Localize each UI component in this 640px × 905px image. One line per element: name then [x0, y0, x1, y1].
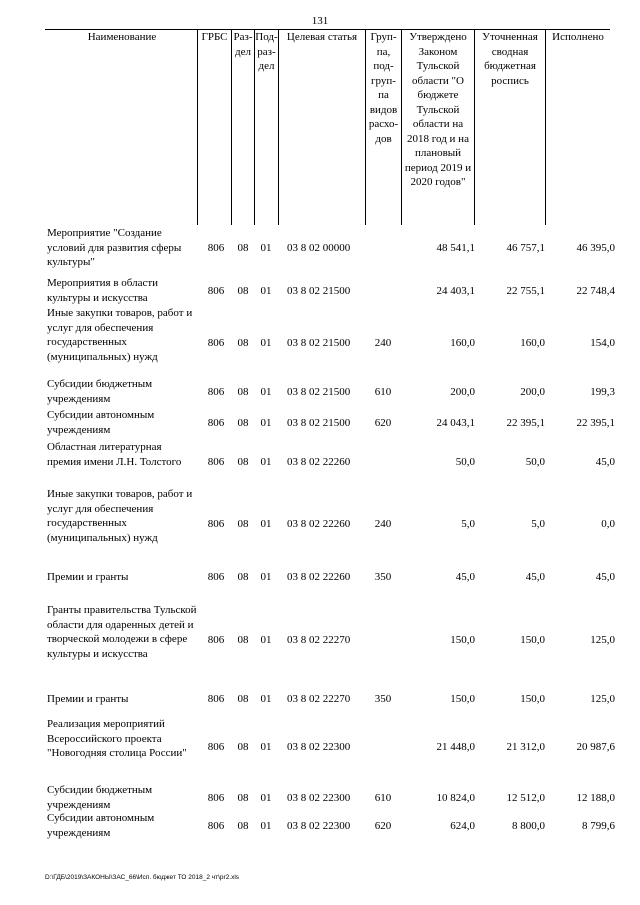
cell-v2: 5,0 [531, 518, 545, 530]
cell-rz: 08 [237, 792, 249, 804]
cell-ts: 03 8 02 21500 [287, 337, 351, 349]
col-divider [278, 29, 279, 225]
cell-v1: 45,0 [455, 571, 475, 583]
header-approved: Утверждено Законом Тульской области "О бюджете Тульской области на 2018 год и на плановый период 2019 и 2020 годов" [404, 31, 472, 188]
cell-v3: 0,0 [601, 518, 615, 530]
cell-prz: 01 [260, 792, 272, 804]
cell-v1: 24 043,1 [436, 417, 475, 429]
cell-v2: 150,0 [520, 693, 545, 705]
row-name: Реализация мероприятий Всероссийского проекта "Новогодняя столица России" [47, 718, 187, 759]
cell-v2: 8 800,0 [512, 820, 545, 832]
row-name: Иные закупки товаров, работ и услуг для обеспечения государственных (муниципальных) нужд [47, 307, 193, 363]
header-podrazdel: Под-раз-дел [255, 31, 278, 72]
cell-grbs: 806 [207, 634, 225, 646]
col-divider [197, 29, 198, 225]
cell-ts: 03 8 02 22260 [287, 456, 351, 468]
header-executed: Исполнено [552, 31, 604, 43]
cell-ts: 03 8 02 22260 [287, 518, 351, 530]
cell-ts: 03 8 02 22300 [287, 820, 351, 832]
page-number: 131 [311, 15, 329, 27]
cell-ts: 03 8 02 22300 [287, 741, 351, 753]
row-name: Премии и гранты [47, 571, 129, 583]
cell-v1: 5,0 [461, 518, 475, 530]
cell-rz: 08 [237, 456, 249, 468]
cell-rz: 08 [237, 571, 249, 583]
cell-grbs: 806 [207, 792, 225, 804]
cell-grbs: 806 [207, 417, 225, 429]
cell-v1: 50,0 [455, 456, 475, 468]
header-razdel: Раз-дел [233, 31, 253, 58]
cell-v3: 45,0 [595, 456, 615, 468]
row-name: Иные закупки товаров, работ и услуг для обеспечения государственных (муниципальных) нужд [47, 488, 193, 544]
cell-v2: 46 757,1 [506, 242, 545, 254]
row-name: Гранты правительства Тульской области для одаренных детей и творческой молодежи в сфере культуры и искусства [47, 604, 197, 660]
cell-prz: 01 [260, 285, 272, 297]
cell-ts: 03 8 02 22270 [287, 693, 351, 705]
cell-ts: 03 8 02 21500 [287, 386, 351, 398]
cell-v1: 24 403,1 [436, 285, 475, 297]
header-grbs: ГРБС [201, 31, 228, 43]
cell-v3: 8 799,6 [582, 820, 615, 832]
cell-grbs: 806 [207, 456, 225, 468]
cell-vr: 610 [374, 792, 392, 804]
cell-ts: 03 8 02 00000 [287, 242, 351, 254]
row-name: Субсидии бюджетным учреждениям [47, 784, 153, 811]
row-name: Мероприятия в области культуры и искусства [47, 277, 159, 304]
cell-rz: 08 [237, 518, 249, 530]
row-name: Субсидии автономным учреждениям [47, 812, 155, 839]
cell-v1: 21 448,0 [436, 741, 475, 753]
cell-vr: 620 [374, 820, 392, 832]
cell-v2: 12 512,0 [506, 792, 545, 804]
cell-prz: 01 [260, 693, 272, 705]
cell-v2: 160,0 [520, 337, 545, 349]
cell-rz: 08 [237, 337, 249, 349]
row-name: Субсидии автономным учреждениям [47, 409, 155, 436]
cell-v2: 200,0 [520, 386, 545, 398]
cell-prz: 01 [260, 571, 272, 583]
cell-prz: 01 [260, 386, 272, 398]
cell-v1: 624,0 [450, 820, 475, 832]
cell-prz: 01 [260, 337, 272, 349]
cell-v3: 22 395,1 [576, 417, 615, 429]
cell-rz: 08 [237, 693, 249, 705]
row-name: Премии и гранты [47, 693, 129, 705]
cell-prz: 01 [260, 242, 272, 254]
cell-v1: 150,0 [450, 693, 475, 705]
cell-v3: 12 188,0 [576, 792, 615, 804]
cell-grbs: 806 [207, 741, 225, 753]
cell-ts: 03 8 02 22270 [287, 634, 351, 646]
header-name: Наименование [87, 31, 157, 43]
cell-rz: 08 [237, 634, 249, 646]
cell-v2: 22 755,1 [506, 285, 545, 297]
cell-rz: 08 [237, 741, 249, 753]
cell-grbs: 806 [207, 518, 225, 530]
cell-v1: 200,0 [450, 386, 475, 398]
cell-vr: 350 [374, 571, 392, 583]
row-name: Субсидии бюджетным учреждениям [47, 378, 153, 405]
cell-rz: 08 [237, 285, 249, 297]
cell-vr: 240 [374, 337, 392, 349]
cell-v2: 45,0 [525, 571, 545, 583]
header-target: Целевая статья [286, 31, 358, 43]
cell-grbs: 806 [207, 693, 225, 705]
cell-grbs: 806 [207, 386, 225, 398]
cell-grbs: 806 [207, 242, 225, 254]
cell-vr: 620 [374, 417, 392, 429]
cell-rz: 08 [237, 820, 249, 832]
cell-prz: 01 [260, 518, 272, 530]
col-divider [545, 29, 546, 225]
cell-rz: 08 [237, 417, 249, 429]
cell-grbs: 806 [207, 337, 225, 349]
cell-prz: 01 [260, 456, 272, 468]
header-vid: Груп-па, под-груп-па видов расхо-дов [368, 31, 399, 145]
cell-v1: 10 824,0 [436, 792, 475, 804]
cell-grbs: 806 [207, 285, 225, 297]
cell-grbs: 806 [207, 571, 225, 583]
cell-vr: 240 [374, 518, 392, 530]
row-name: Областная литературная премия имени Л.Н. Толстого [47, 441, 182, 468]
cell-vr: 610 [374, 386, 392, 398]
footer-path: D:\ГДБ\2019\ЗАКОНЫ\ЗАС_66\Исп. бюджет ТО 2018_2 чт\pr2.xls [45, 874, 240, 881]
cell-v1: 150,0 [450, 634, 475, 646]
cell-v3: 199,3 [590, 386, 615, 398]
cell-v3: 20 987,6 [576, 741, 615, 753]
cell-rz: 08 [237, 242, 249, 254]
cell-prz: 01 [260, 820, 272, 832]
cell-v2: 50,0 [525, 456, 545, 468]
cell-grbs: 806 [207, 820, 225, 832]
cell-v3: 46 395,0 [576, 242, 615, 254]
cell-ts: 03 8 02 22260 [287, 571, 351, 583]
cell-rz: 08 [237, 386, 249, 398]
cell-v3: 125,0 [590, 693, 615, 705]
cell-v3: 22 748,4 [576, 285, 615, 297]
cell-v2: 21 312,0 [506, 741, 545, 753]
cell-v3: 45,0 [595, 571, 615, 583]
cell-v2: 22 395,1 [506, 417, 545, 429]
col-divider [474, 29, 475, 225]
header-refined: Уточненная сводная бюджетная роспись [482, 31, 538, 87]
cell-vr: 350 [374, 693, 392, 705]
cell-prz: 01 [260, 634, 272, 646]
cell-ts: 03 8 02 21500 [287, 417, 351, 429]
cell-v3: 125,0 [590, 634, 615, 646]
cell-ts: 03 8 02 21500 [287, 285, 351, 297]
cell-ts: 03 8 02 22300 [287, 792, 351, 804]
cell-v3: 154,0 [590, 337, 615, 349]
cell-prz: 01 [260, 741, 272, 753]
row-name: Мероприятие "Создание условий для развития сферы культуры" [47, 227, 182, 268]
cell-v1: 160,0 [450, 337, 475, 349]
cell-v1: 48 541,1 [436, 242, 475, 254]
cell-prz: 01 [260, 417, 272, 429]
cell-v2: 150,0 [520, 634, 545, 646]
